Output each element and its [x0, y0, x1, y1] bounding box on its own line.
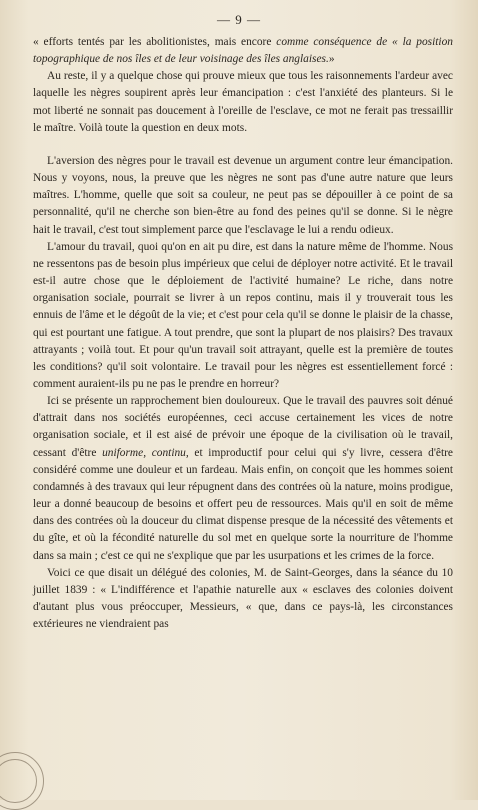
text-run: » [328, 53, 335, 66]
paragraph-delegate-quote [33, 565, 453, 634]
library-stamp-icon [0, 752, 44, 810]
page-number: — 9 — [217, 12, 261, 27]
italic-run: uniforme, continu, [102, 446, 189, 459]
paragraph-quote-end [33, 34, 453, 68]
text-run: L'aversion des nègres pour le travail est devenue un argument contre leur émancipation. Nous y voyons, nous, la preuve que les nègres ne sont pas d'une autre nature que leurs maîtres. L'homme, quelle que soit sa couleur, ne peut pas se dépouiller à ce point de sa personnalité, qu'il ne cherche son bien-être au fond des peines qu'il se donne. Si le nègre hait le travail, c'est tout simplement parce que l'esclavage le lui a rendu odieux. [33, 154, 453, 236]
text-run: « efforts tentés par les abolitionistes, mais encore [33, 36, 277, 48]
text-run: Ici se présente un rapprochement bien douloureux. Que le travail des pauvres soit dénué d'attrait dans nos sociétés européennes, ceci accuse certainement les vices de notre organisation sociale, et il est aisé de prévoir une époque de la civilisation où le travail, cessant d'être [33, 395, 453, 459]
text-run: Au reste, il y a quelque chose qui prouve mieux que tous les raisonnements l'ardeur avec laquelle les nègres soupirent après leur émancipation : c'est l'anxiété des planteurs. Si le mot liberté ne sonnait pas doucement à l'oreille de l'esclave, ce mot ne ferait pas tressaillir le maître. Voilà toute la question en deux mots. [33, 70, 453, 134]
paragraph-aversion [33, 153, 453, 239]
paragraph-comparison [33, 393, 453, 565]
text-run: L'amour du travail, quoi qu'on en ait pu dire, est dans la nature même de l'homme. Nous ne ressentons pas de besoin plus impérieux que celui de déployer notre activité. Et le travail est-il autre chose que le déploiement de l'activité humaine? Le riche, dans notre organisation sociale, pourrait se livrer à un repos continu, mais il y trouverait tous les ennuis de l'âme et le dégoût de la vie; et c'est pour cela qu'il se donne le plaisir de la chasse, qui est pourtant une fatigue. A tout prendre, que sont la plupart de nos plaisirs? Des travaux attrayants ; voilà tout. Et pour qu'un travail soit attrayant, quelle est la première de toutes les conditions? qu'il soit volontaire. Le travail pour les nègres est essentiellement forcé : comment auraient-ils pu ne pas le prendre en horreur? [33, 240, 453, 390]
paragraph-anxiety [33, 68, 453, 137]
text-run: et improductif pour celui qui s'y livre, cessera d'être considéré comme une douleur et un fardeau. Mais enfin, on conçoit que les hommes soient condamnés à des travaux qui leur répugnent dans des contrées où la nature, moins prodigue, leur a donné beaucoup de besoins et offert peu de ressources. Mais qu'il en soit de même dans des contrées où la douceur du climat dispense presque de la nécessité des vêtements et du gîte, et où la fécondité naturelle du sol met en quelque sorte la nourriture de l'homme dans sa main ; c'est ce qui ne s'explique que par les usurpations et les crimes de la force. [33, 446, 453, 562]
body-text [33, 34, 453, 633]
italic-run: comme conséquence de « la position topographique de nos îles et de leur voisinage des îles anglaises. [33, 36, 453, 66]
text-run: Voici ce que disait un délégué des colonies, M. de Saint-Georges, dans la séance du 10 juillet 1839 : « L'indifférence et l'apathie naturelle aux « esclaves des colonies doivent d'autant plus vous préoccuper, Messieurs, « que, dans ce pays-là, les circonstances extérieures ne viendraient pas [33, 566, 453, 631]
paragraph-love-of-work [33, 239, 453, 393]
